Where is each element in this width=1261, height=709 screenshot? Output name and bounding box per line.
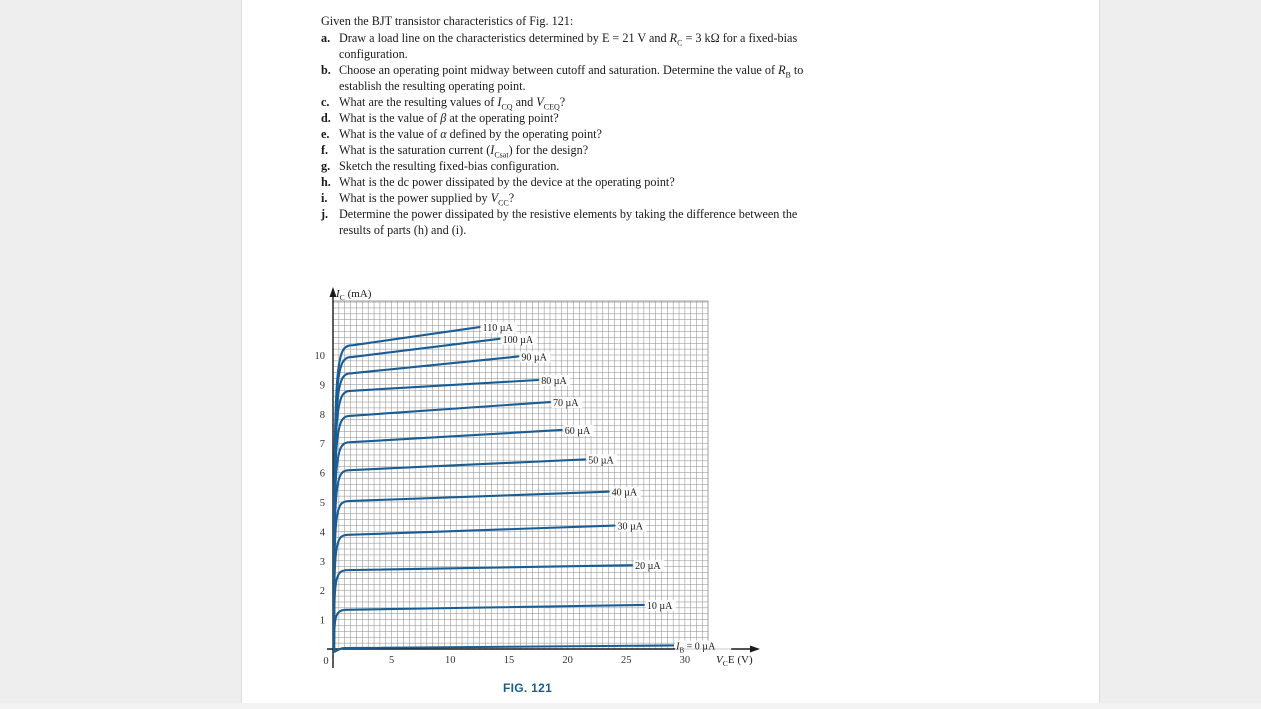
curve-label: 90 µA <box>521 352 547 364</box>
y-tick-label: 3 <box>319 556 325 568</box>
item-text: Sketch the resulting fixed-bias configuration. <box>339 159 560 173</box>
curve-label: 40 µA <box>611 487 638 499</box>
x-axis-arrow <box>750 646 760 653</box>
curve-label: 60 µA <box>564 425 591 437</box>
item-text: Choose an operating point midway between cutoff and saturation. Determine the value of $R_B$ to establish the resulting operating point. <box>339 63 804 93</box>
curve-label: 70 µA <box>553 398 579 410</box>
y-tick-label: 6 <box>319 468 325 480</box>
item-text: What is the power supplied by $V_{CC}$? <box>339 191 515 208</box>
y-tick-label: 4 <box>319 527 325 539</box>
y-tick-label: 10 <box>314 351 325 362</box>
x-axis-title: $V_CE$ (V) <box>716 654 753 668</box>
item-label: h. <box>321 175 331 189</box>
curve-label: 110 µA <box>482 323 513 335</box>
item-text: Draw a load line on the characteristics determined by E = 21 V and $R_C = 3$ kΩ for a fixed-bias configuration. <box>339 31 798 61</box>
item-label: b. <box>321 63 331 77</box>
x-tick-label: 10 <box>445 655 456 666</box>
ib-curve <box>334 526 615 649</box>
y-tick-label: 1 <box>319 615 325 627</box>
y-tick-label: 2 <box>319 586 325 598</box>
item-text: Determine the power dissipated by the resistive elements by taking the difference between the results of parts (h) and (i). <box>339 207 798 237</box>
curve-label: 10 µA <box>646 600 673 612</box>
ib-curve <box>334 605 644 649</box>
item-label: i. <box>321 191 328 205</box>
x-tick-label: 20 <box>562 655 573 666</box>
item-label: a. <box>321 31 331 45</box>
x-tick-label: 15 <box>503 655 515 666</box>
curve-label: $I_B = 0$ µA <box>676 641 716 655</box>
curve-label: 100 µA <box>502 334 534 346</box>
ib-curve <box>334 327 480 649</box>
curve-label: 20 µA <box>635 561 661 573</box>
item-text: What is the dc power dissipated by the device at the operating point? <box>339 175 675 189</box>
characteristics-chart <box>242 0 1099 703</box>
ib-curve <box>334 459 585 649</box>
problem-intro: Given the BJT transistor characteristics of Fig. 121: <box>321 14 574 28</box>
y-axis-title: $I_C$ (mA) <box>336 288 372 302</box>
ib-curve <box>334 356 518 649</box>
bottom-bar <box>0 703 1261 709</box>
x-tick-label: 25 <box>621 655 632 666</box>
item-text: What is the value of β at the operating point? <box>339 111 559 125</box>
x-tick-label: 5 <box>389 655 395 666</box>
item-text: What is the saturation current $(I_{Csat})$ for the design? <box>339 143 589 160</box>
y-tick-label: 8 <box>319 409 325 421</box>
y-tick-label: 5 <box>319 498 325 509</box>
figure-caption: FIG. 121 <box>503 681 553 695</box>
item-text: What is the value of α defined by the operating point? <box>339 127 602 141</box>
item-label: g. <box>321 159 331 173</box>
curve-label: 50 µA <box>588 455 614 467</box>
item-label: e. <box>321 127 330 141</box>
item-label: d. <box>321 111 331 125</box>
curve-label: 30 µA <box>617 521 644 533</box>
x-tick-label: 30 <box>679 655 691 666</box>
curve-label: 80 µA <box>541 375 567 387</box>
item-label: c. <box>321 95 330 109</box>
item-text: What are the resulting values of $I_{CQ}$ and $V_{CEQ}$? <box>339 95 566 112</box>
item-label: f. <box>321 143 329 157</box>
item-label: j. <box>321 207 329 221</box>
ib-curve <box>334 339 500 649</box>
y-tick-label: 7 <box>319 439 325 451</box>
y-tick-label: 9 <box>319 380 325 392</box>
origin-label: 0 <box>323 656 329 667</box>
document-page <box>241 0 1100 703</box>
